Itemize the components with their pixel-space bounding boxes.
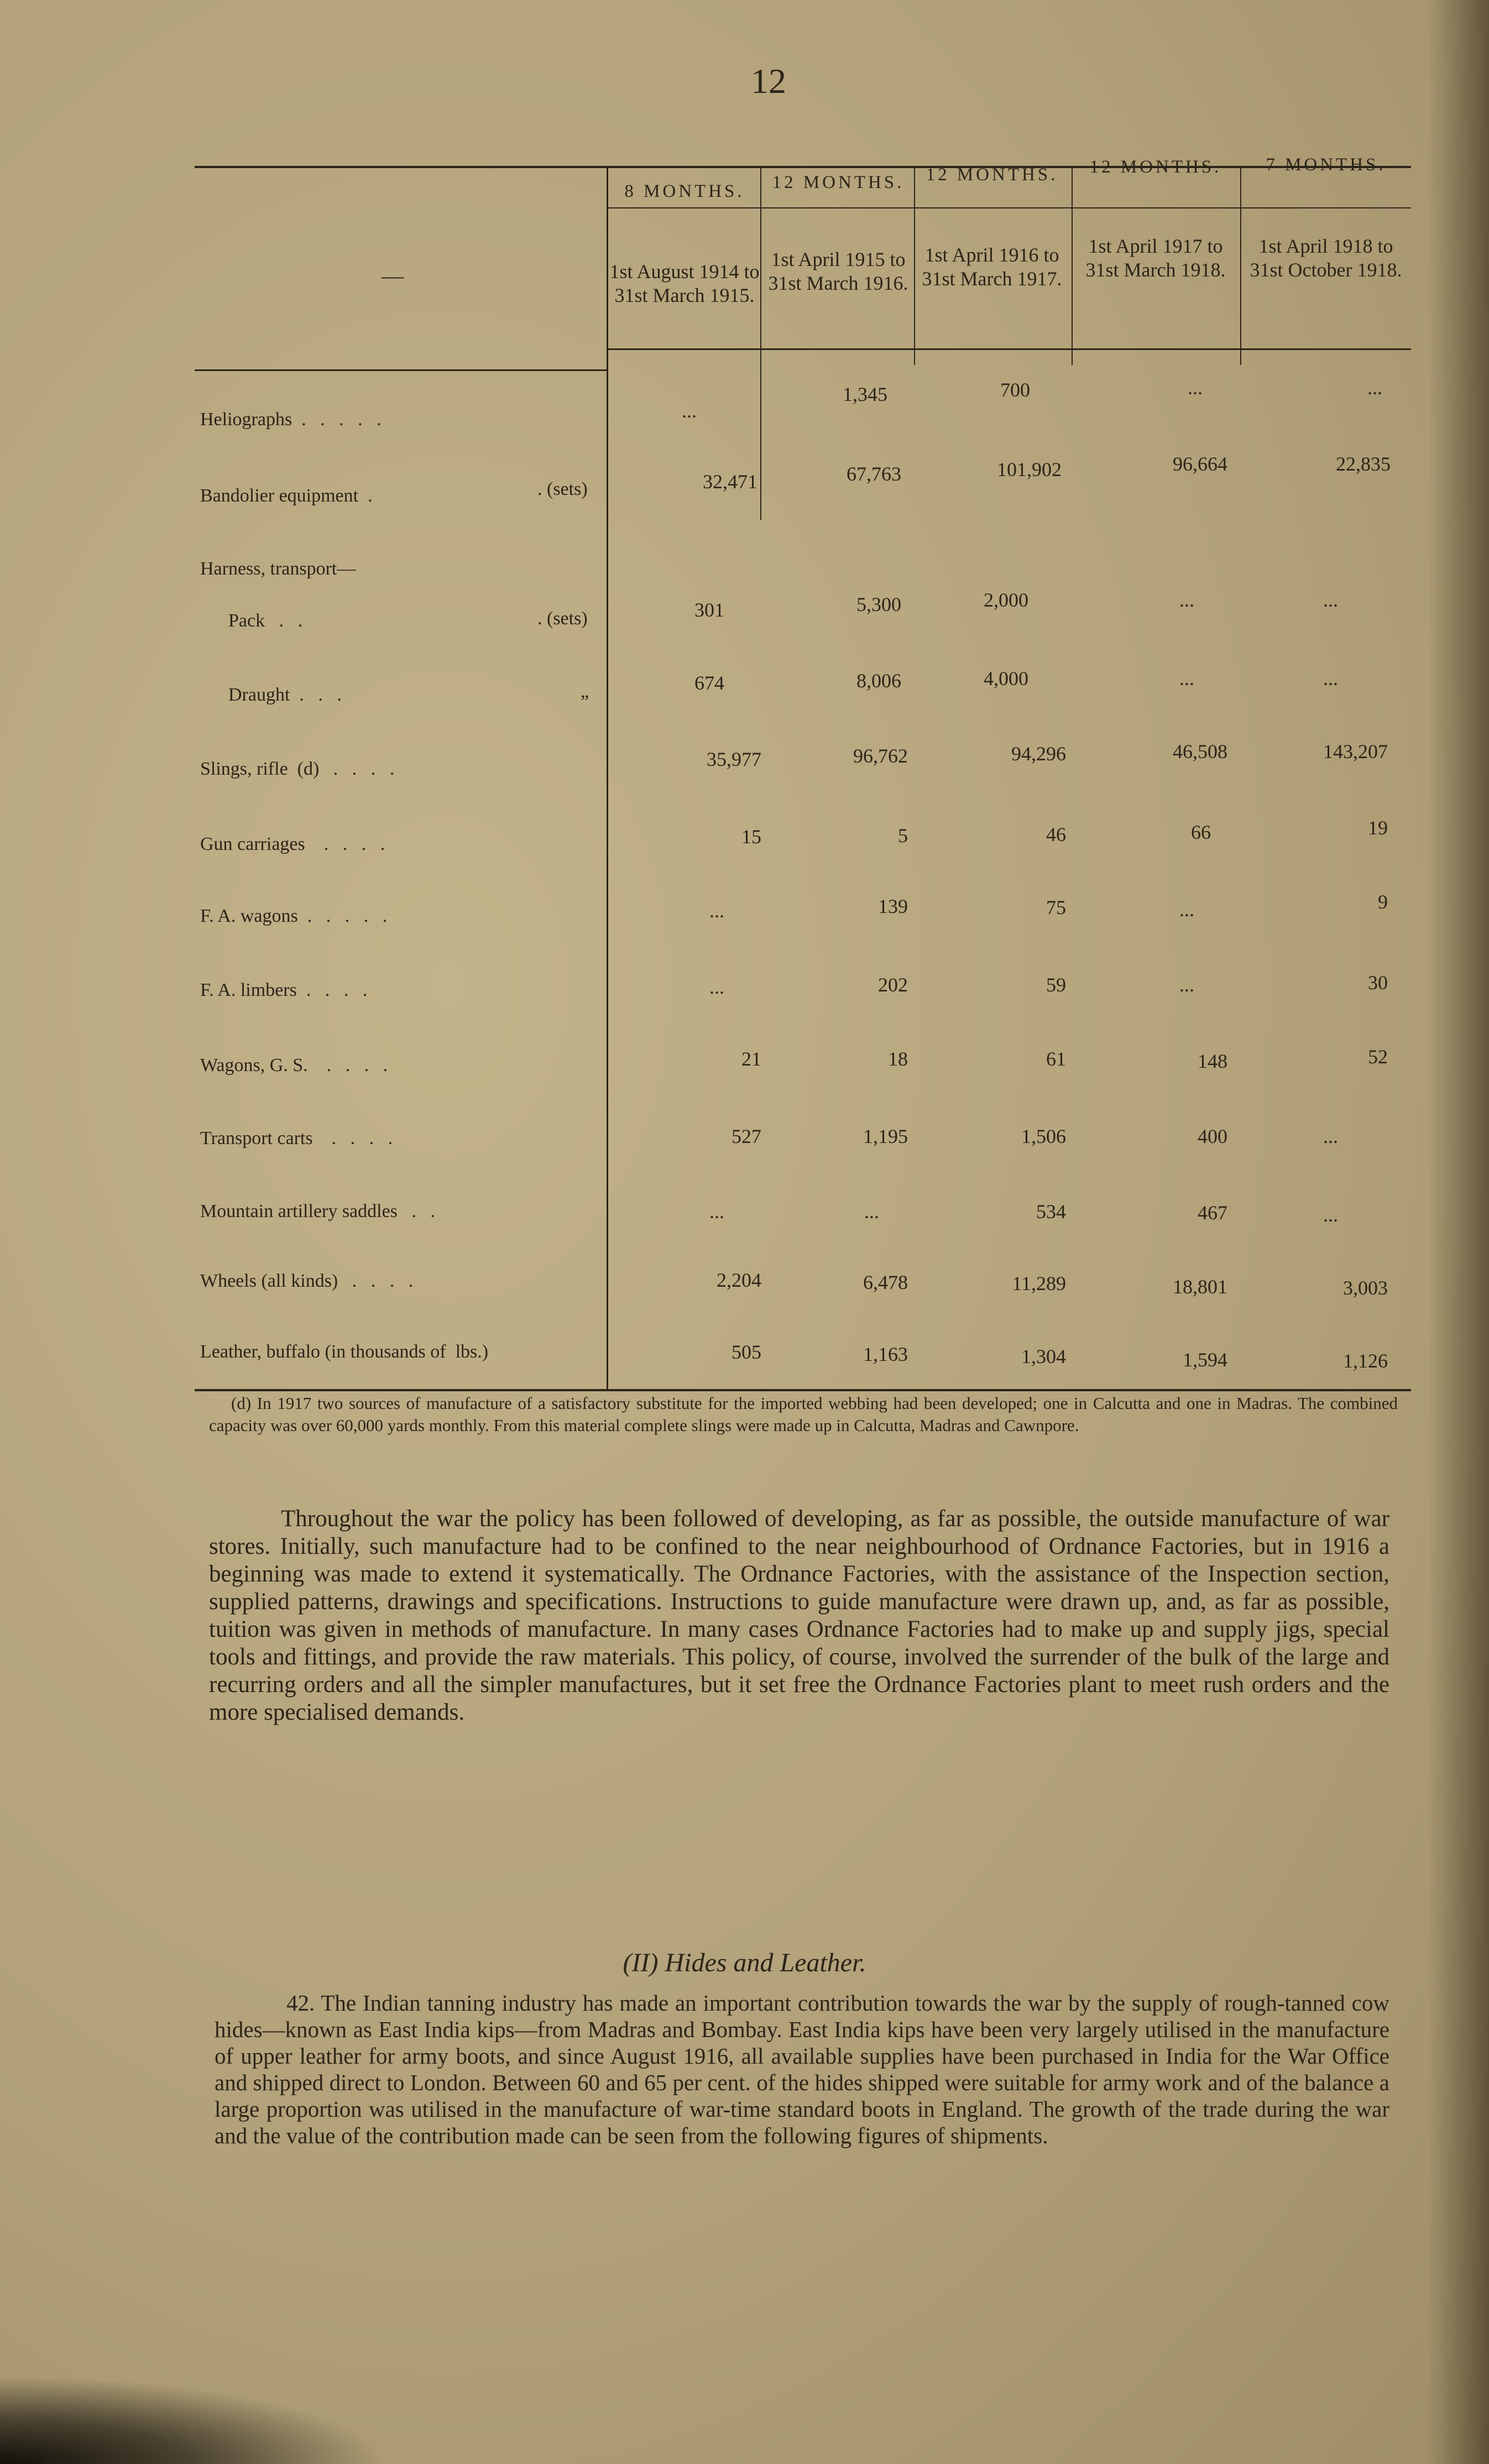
row-label: Slings, rifle (d) . . . . [200, 759, 395, 779]
table-bottom-rule [195, 1389, 1411, 1391]
table-cell: ... [1323, 1125, 1338, 1147]
body-paragraph [209, 1505, 1389, 1726]
corner-shadow [0, 2376, 387, 2464]
table-cell: 46 [1046, 823, 1066, 845]
table-cell: 30 [1368, 972, 1388, 994]
date-range: 1st April 1918 to 31st October 1918. [1250, 235, 1402, 281]
stub-header-rule [195, 369, 607, 371]
date-range: 1st April 1917 to 31st March 1918. [1085, 235, 1226, 281]
table-cell: 202 [878, 974, 908, 996]
date-range: 1st April 1916 to 31st March 1917. [922, 244, 1062, 290]
table-cell: ... [1179, 667, 1194, 690]
row-unit: „ [581, 681, 589, 702]
table-cell: ... [864, 1200, 879, 1223]
paragraph-text: Throughout the war the policy has been followed of developing, as far as possible, the outside manufacture of war stores. Initially, such manufacture had to be confined to the near neighbourhood of Ordnance Factories, but in 1916 a beginning was made to extend it systematically. The Ordnance Factories, with the assistance of the Inspection section, supplied patterns, drawings and specifications. Instructions to guide manufacture were drawn up, and, as far as possible, tuition was given in methods of manufacture. In many cases Ordnance Factories had to make up and supply jigs, special tools and fittings, and provide the raw materials. This policy, of course, involved the surrender of the bulk of the large and recurring orders and all the simpler manufactures, but it set free the Ordnance Factories plant to meet rush orders and the more specialised demands. [209, 1506, 1389, 1725]
period-label: 12 MONTHS. [1089, 157, 1222, 177]
table-cell: ... [1188, 377, 1203, 399]
table-cell: 19 [1368, 817, 1388, 839]
footnote [209, 1392, 1398, 1437]
table-cell: 21 [741, 1048, 761, 1070]
row-label: Transport carts . . . . [200, 1128, 393, 1149]
body-paragraph [215, 1990, 1389, 2149]
table-cell: ... [1323, 1204, 1338, 1226]
table-cell: 1,126 [1343, 1350, 1388, 1372]
table-cell: 139 [878, 895, 908, 917]
table-cell: 94,296 [1011, 743, 1066, 765]
period-label: 7 MONTHS. [1266, 155, 1386, 175]
paragraph-text: 42. The Indian tanning industry has made an important contribution towards the war by the supply of rough-tanned cow hides—known as East India kips—from Madras and Bombay. East India kips have been very largely utilised in the manufacture of upper leather for army boots, and since August 1916, all available supplies have been purchased in India for the War Office and shipped direct to London. Between 60 and 65 per cent. of the hides shipped were suitable for army work and of the balance a large proportion was utilised in the manufacture of war-time standard boots in England. The growth of the trade during the war and the value of the contribution made can be seen from the following figures of shipments. [215, 1990, 1389, 2148]
section-heading: (II) Hides and Leather. [623, 1948, 866, 1977]
table-cell: 11,289 [1012, 1272, 1066, 1294]
table-cell: 22,835 [1336, 453, 1391, 475]
stub-header: — [382, 263, 404, 288]
period-label: 8 MONTHS. [624, 181, 745, 201]
date-range: 1st April 1915 to 31st March 1916. [768, 248, 908, 294]
table-cell: 75 [1046, 896, 1066, 918]
table-cell: 1,304 [1021, 1345, 1066, 1367]
table-cell: 505 [732, 1341, 761, 1363]
table-cell: 143,207 [1323, 740, 1388, 763]
table-cell: ... [1179, 899, 1194, 921]
table-cell: ... [709, 976, 724, 998]
period-rule [607, 207, 1411, 208]
table-cell: 101,902 [997, 458, 1062, 481]
table-cell: ... [1179, 589, 1194, 611]
table-cell: 400 [1198, 1125, 1227, 1147]
table-cell: ... [1367, 377, 1382, 399]
table-cell: 1,195 [863, 1125, 908, 1147]
row-label: Pack . . [200, 610, 303, 631]
table-cell: 3,003 [1343, 1277, 1388, 1299]
table-cell: 9 [1378, 891, 1388, 913]
table-cell: ... [709, 1200, 724, 1223]
table-cell: ... [1323, 667, 1338, 690]
row-unit: . (sets) [537, 479, 588, 499]
period-label: 12 MONTHS. [926, 165, 1058, 185]
table-cell: 15 [741, 826, 761, 848]
table-cell: 467 [1198, 1202, 1227, 1224]
table-cell: 5 [898, 824, 908, 847]
table-cell: 6,478 [863, 1271, 908, 1293]
table-cell: 96,762 [853, 745, 908, 767]
table-cell: 18,801 [1173, 1276, 1227, 1298]
footnote-text: (d) In 1917 two sources of manufacture of a satisfactory substitute for the imported webbing had been developed; one in Calcutta and one in Madras. The combined capacity was over 60,000 yards monthly. From this material complete slings were made up in Calcutta, Madras and Cawnpore. [209, 1393, 1398, 1435]
table-cell: 2,000 [984, 589, 1028, 611]
table-cell: 52 [1368, 1046, 1388, 1068]
table-cell: 66 [1191, 821, 1211, 843]
table-cell: 4,000 [984, 667, 1028, 690]
table-cell: 61 [1046, 1048, 1066, 1070]
table-cell: 2,204 [717, 1269, 761, 1291]
table-cell: 59 [1046, 974, 1066, 996]
row-unit: . (sets) [537, 608, 588, 629]
table-cell: 301 [694, 599, 724, 621]
table-cell: ... [1179, 974, 1194, 996]
column-divider [1240, 166, 1241, 365]
table-cell: 527 [732, 1125, 761, 1147]
table-cell: 35,977 [707, 748, 761, 770]
table-cell: 46,508 [1173, 740, 1227, 763]
table-cell: 1,163 [863, 1343, 908, 1365]
table-cell: 1,506 [1021, 1125, 1066, 1147]
table-cell: 674 [694, 672, 724, 694]
header-bottom-rule [607, 348, 1411, 350]
table-cell: ... [1323, 589, 1338, 611]
row-label: Wagons, G. S. . . . . [200, 1055, 388, 1076]
row-label: Harness, transport— [200, 558, 356, 579]
table-cell: 1,594 [1183, 1349, 1227, 1371]
table-cell: ... [682, 400, 697, 422]
page-edge-shadow [1428, 0, 1489, 2464]
table-cell: ... [709, 900, 724, 922]
row-label: Gun carriages . . . . [200, 834, 385, 854]
table-cell: 1,345 [843, 383, 887, 405]
row-label: Leather, buffalo (in thousands of lbs.) [200, 1341, 489, 1362]
page-number: 12 [751, 61, 786, 101]
table-cell: 700 [1000, 379, 1030, 401]
table-cell: 18 [888, 1048, 908, 1070]
row-label: Draught . . . [200, 685, 342, 705]
table-cell: 534 [1036, 1200, 1066, 1223]
row-label: Bandolier equipment . [200, 486, 373, 506]
table-cell: 8,006 [856, 670, 901, 692]
row-label: F. A. limbers . . . . [200, 980, 368, 1000]
table-cell: 67,763 [847, 463, 901, 485]
row-label: Wheels (all kinds) . . . . [200, 1271, 414, 1291]
table-cell: 148 [1198, 1050, 1227, 1072]
table-cell: 5,300 [856, 593, 901, 615]
column-divider [1072, 166, 1073, 365]
period-label: 12 MONTHS. [772, 173, 905, 192]
date-range: 1st August 1914 to 31st March 1915. [609, 260, 760, 306]
row-label: F. A. wagons . . . . . [200, 906, 388, 926]
row-label: Mountain artillery saddles . . [200, 1201, 435, 1221]
row-label: Heliographs . . . . . [200, 409, 382, 430]
table-cell: 32,471 [703, 471, 757, 493]
table-cell: 96,664 [1173, 453, 1227, 475]
